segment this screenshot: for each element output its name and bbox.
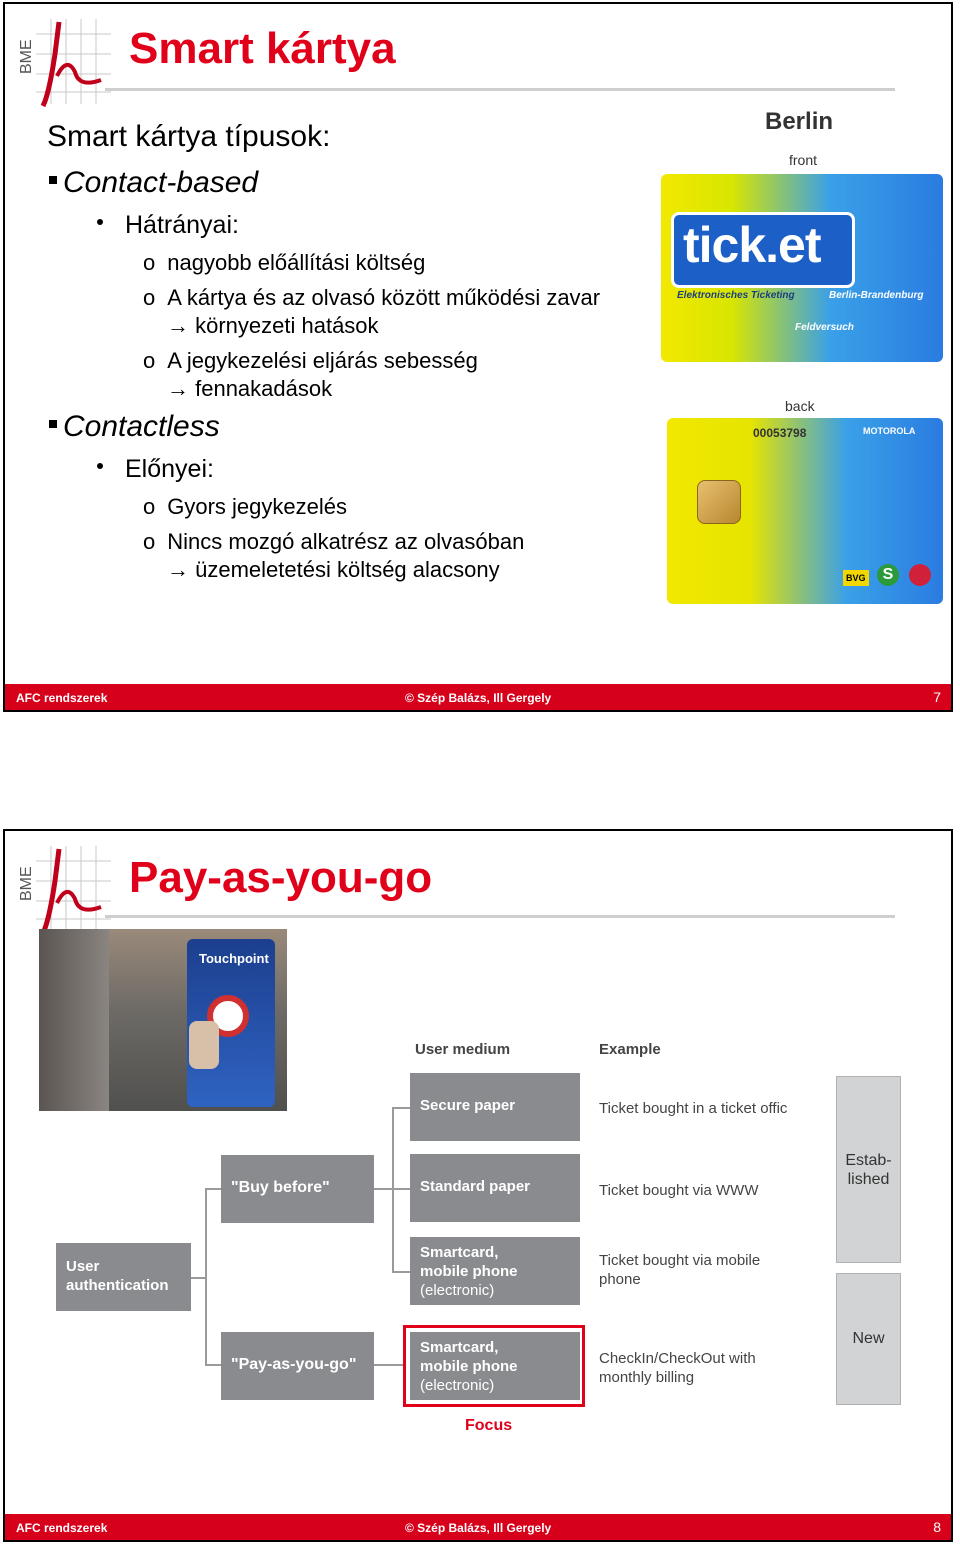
slide-footer bbox=[5, 1514, 951, 1540]
footer-course: AFC rendszerek bbox=[16, 1521, 108, 1535]
db-logo bbox=[909, 564, 931, 586]
medium-smartcard: Smartcard, mobile phone (electronic) bbox=[410, 1237, 580, 1305]
connector-line bbox=[392, 1107, 410, 1109]
disadvantage-item: o nagyobb előállítási költség bbox=[143, 250, 426, 275]
footer-page-number: 7 bbox=[933, 689, 941, 705]
disadvantage-item: o A jegykezelési eljárás sebesség bbox=[143, 348, 478, 373]
touchpoint-photo bbox=[39, 929, 287, 1111]
slide-8 bbox=[3, 829, 953, 1542]
focus-label: Focus bbox=[465, 1417, 513, 1434]
card-sub-right: Berlin-Brandenburg bbox=[829, 290, 924, 301]
connector-line bbox=[205, 1364, 221, 1366]
s-bahn-logo: S bbox=[877, 564, 899, 586]
medium-standard-paper: Standard paper bbox=[410, 1154, 580, 1222]
medium-secure-paper: Secure paper bbox=[410, 1073, 580, 1141]
card-number: 00053798 bbox=[753, 426, 807, 440]
card-front-image bbox=[661, 174, 943, 362]
connector-line bbox=[392, 1271, 410, 1273]
card-maker: MOTOROLA bbox=[863, 426, 916, 436]
chip-icon bbox=[697, 480, 741, 524]
buy-before-box: "Buy before" bbox=[221, 1155, 374, 1223]
title-rule bbox=[105, 915, 895, 918]
medium-smartcard-payg: Smartcard, mobile phone (electronic) bbox=[410, 1332, 580, 1400]
col-user-medium: User medium bbox=[415, 1041, 511, 1058]
card-sub-left: Elektronisches Ticketing bbox=[677, 290, 795, 301]
square-bullet-icon bbox=[49, 176, 57, 184]
established-box: Estab- lished bbox=[836, 1076, 901, 1263]
square-bullet-icon bbox=[49, 420, 57, 428]
advantage-item: o Nincs mozgó alkatrész az olvasóban bbox=[143, 529, 525, 554]
footer-page-number: 8 bbox=[933, 1519, 941, 1535]
footer-authors: © Szép Balázs, Ill Gergely bbox=[405, 1521, 552, 1535]
types-heading: Smart kártya típusok: bbox=[47, 120, 331, 153]
connector-line bbox=[392, 1107, 394, 1273]
card-trial: Feldversuch bbox=[795, 322, 854, 333]
image-city-label: Berlin bbox=[765, 108, 834, 135]
svg-text:BME: BME bbox=[18, 866, 35, 901]
example-item: Ticket bought via WWW bbox=[599, 1182, 759, 1199]
bvg-logo: BVG bbox=[843, 570, 869, 586]
connector-line bbox=[374, 1188, 392, 1190]
card-brand: tick.et bbox=[683, 217, 821, 273]
disadvantage-consequence: → környezeti hatások bbox=[167, 313, 379, 338]
example-item: Ticket bought in a ticket offic bbox=[599, 1100, 788, 1117]
person-silhouette bbox=[39, 929, 109, 1111]
connector-line bbox=[392, 1188, 410, 1190]
slide-title: Smart kártya bbox=[129, 24, 396, 73]
connector-line bbox=[205, 1188, 221, 1190]
connector-line bbox=[374, 1364, 404, 1366]
dot-bullet-icon bbox=[97, 219, 103, 225]
advantages-label: Előnyei: bbox=[97, 455, 214, 484]
contactless-item: Contactless bbox=[49, 410, 220, 444]
connector-line bbox=[191, 1277, 205, 1279]
col-example: Example bbox=[599, 1041, 661, 1058]
contact-based-item: Contact-based bbox=[49, 166, 258, 200]
user-authentication-box: User authentication bbox=[56, 1243, 191, 1311]
disadvantage-consequence: → fennakadások bbox=[167, 376, 333, 401]
card-back-image bbox=[667, 418, 943, 604]
pay-as-you-go-box: "Pay-as-you-go" bbox=[221, 1332, 374, 1400]
slide-7 bbox=[3, 2, 953, 712]
touchpoint-sign: Touchpoint bbox=[199, 951, 269, 966]
footer-authors: © Szép Balázs, Ill Gergely bbox=[405, 691, 552, 705]
disadvantages-label: Hátrányai: bbox=[97, 211, 239, 240]
bme-logo bbox=[18, 841, 113, 937]
hand-with-phone bbox=[189, 1021, 219, 1069]
title-rule bbox=[105, 88, 895, 91]
advantage-consequence: → üzemeletetési költség alacsony bbox=[167, 557, 500, 582]
footer-course: AFC rendszerek bbox=[16, 691, 108, 705]
disadvantage-item: o A kártya és az olvasó között működési zavar bbox=[143, 285, 601, 310]
bme-logo bbox=[18, 14, 113, 110]
dot-bullet-icon bbox=[97, 463, 103, 469]
slide-footer bbox=[5, 684, 951, 710]
connector-line bbox=[205, 1188, 207, 1366]
advantage-item: o Gyors jegykezelés bbox=[143, 494, 347, 519]
svg-text:BME: BME bbox=[18, 39, 35, 74]
back-label: back bbox=[785, 398, 815, 414]
slide-title: Pay-as-you-go bbox=[129, 853, 433, 902]
example-item: CheckIn/CheckOut with monthly billing bbox=[599, 1350, 756, 1386]
example-item: Ticket bought via mobile phone bbox=[599, 1252, 761, 1288]
new-box: New bbox=[836, 1273, 901, 1405]
front-label: front bbox=[789, 152, 818, 168]
